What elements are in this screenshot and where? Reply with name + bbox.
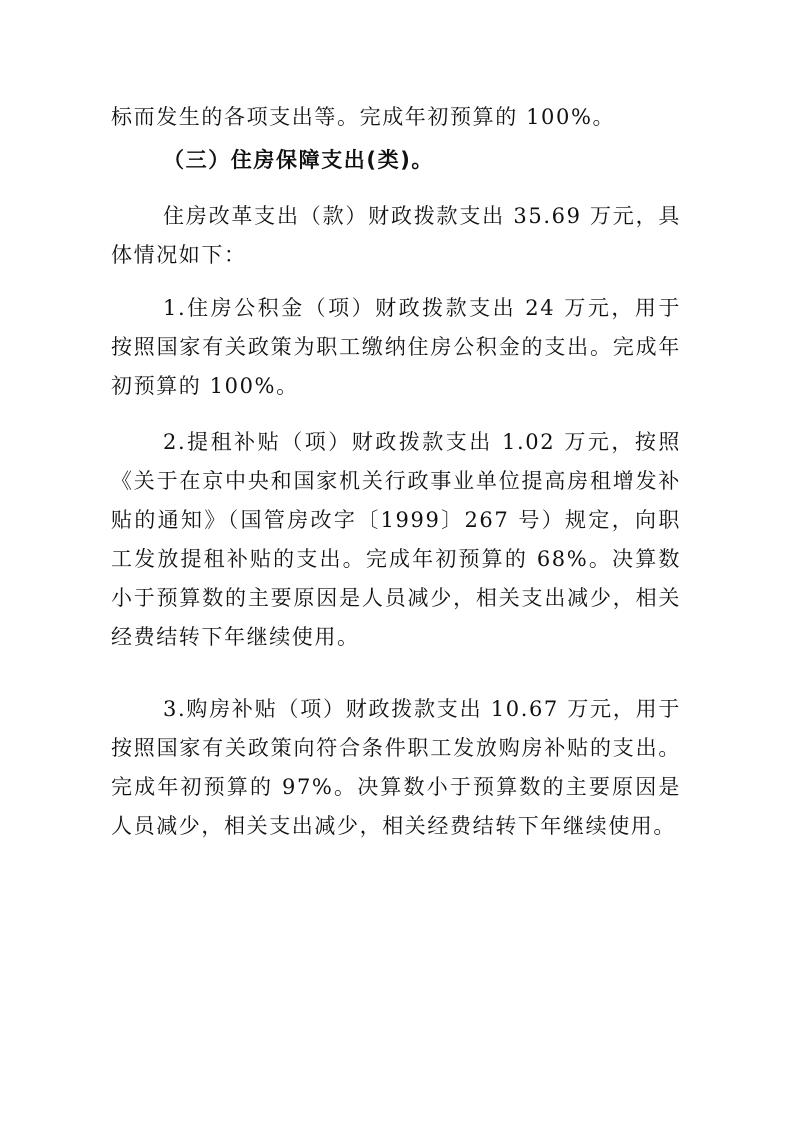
item-1-housing-fund-paragraph: 1.住房公积金（项）财政拨款支出 24 万元，用于按照国家有关政策为职工缴纳住房公积金的支出。完成年初预算的 100%。	[111, 296, 681, 398]
item-3-purchase-subsidy-paragraph: 3.购房补贴（项）财政拨款支出 10.67 万元，用于按照国家有关政策向符合条件职工发放购房补贴的支出。完成年初预算的 97%。决算数小于预算数的主要原因是人员减少，相关支出减少，相关经费结转下年继续使用。	[111, 697, 681, 838]
item-2-rent-subsidy-paragraph: 2.提租补贴（项）财政拨款支出 1.02 万元，按照《关于在京中央和国家机关行政事业单位提高房租增发补贴的通知》（国管房改字〔1999〕267 号）规定，向职工发放提租补贴的支出。完成年初预算的 68%。决算数小于预算数的主要原因是人员减少，相关支出减少，相关经费结转下年继续使用。	[111, 430, 681, 649]
section-heading-housing: （三）住房保障支出(类)。	[163, 148, 434, 172]
continuation-paragraph: 标而发生的各项支出等。完成年初预算的 100%。	[111, 105, 616, 129]
summary-paragraph: 住房改革支出（款）财政拨款支出 35.69 万元，具体情况如下：	[111, 204, 681, 267]
